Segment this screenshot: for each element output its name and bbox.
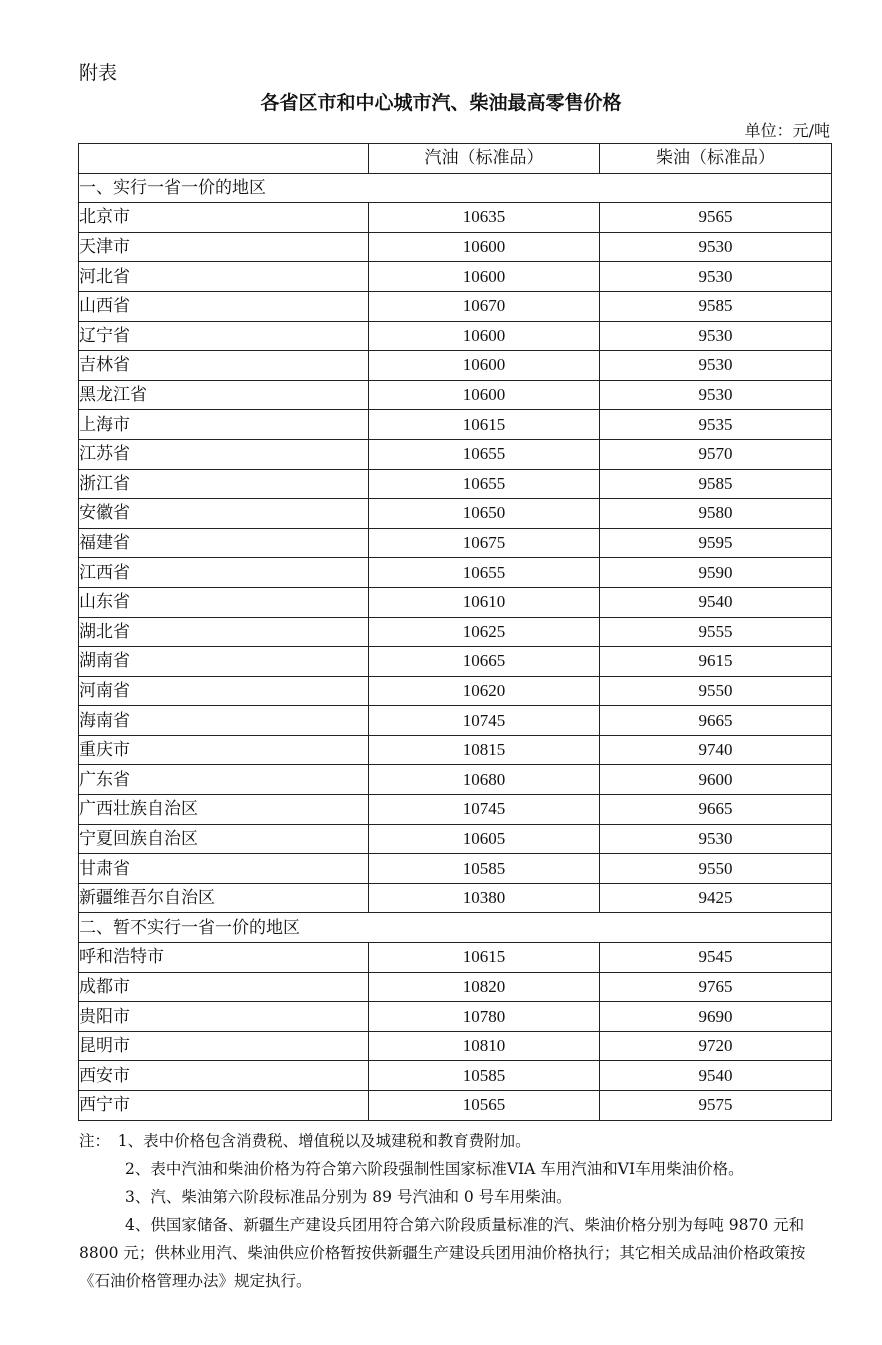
table-row [79, 587, 832, 617]
diesel-price-cell: 9530 [600, 824, 832, 854]
diesel-price-cell: 9565 [600, 203, 832, 233]
table-header-row [79, 144, 832, 174]
diesel-price-cell: 9590 [600, 558, 832, 588]
gasoline-price-cell: 10565 [369, 1091, 600, 1121]
table-row [79, 499, 832, 529]
header-region [79, 144, 369, 174]
table-row [79, 558, 832, 588]
section-row [79, 173, 832, 203]
region-cell: 福建省 [79, 528, 369, 558]
gasoline-price-cell: 10680 [369, 765, 600, 795]
diesel-price-cell: 9540 [600, 1061, 832, 1091]
table-row [79, 854, 832, 884]
region-cell: 海南省 [79, 706, 369, 736]
region-cell: 辽宁省 [79, 321, 369, 351]
diesel-price-cell: 9720 [600, 1031, 832, 1061]
gasoline-price-cell: 10810 [369, 1031, 600, 1061]
region-cell: 西宁市 [79, 1091, 369, 1121]
table-row [79, 1002, 832, 1032]
table-row [79, 232, 832, 262]
diesel-price-cell: 9425 [600, 883, 832, 913]
gasoline-price-cell: 10650 [369, 499, 600, 529]
region-cell: 湖南省 [79, 647, 369, 677]
region-cell: 安徽省 [79, 499, 369, 529]
region-cell: 湖北省 [79, 617, 369, 647]
gasoline-price-cell: 10745 [369, 706, 600, 736]
table-row [79, 883, 832, 913]
gasoline-price-cell: 10655 [369, 439, 600, 469]
diesel-price-cell: 9595 [600, 528, 832, 558]
diesel-price-cell: 9530 [600, 232, 832, 262]
unit-label: 单位：元/吨 [744, 121, 830, 140]
region-cell: 甘肃省 [79, 854, 369, 884]
note-4: 4、供国家储备、新疆生产建设兵团用符合第六阶段质量标准的汽、柴油价格分别为每吨 9870 元和 8800 元；供林业用汽、柴油供应价格暂按供新疆生产建设兵团用油价格执行；其它相关成品油价格政策按《石油价格管理办法》规定执行。 [79, 1216, 806, 1290]
diesel-price-cell: 9585 [600, 469, 832, 499]
region-cell: 广东省 [79, 765, 369, 795]
region-cell: 广西壮族自治区 [79, 795, 369, 825]
region-cell: 西安市 [79, 1061, 369, 1091]
diesel-price-cell: 9580 [600, 499, 832, 529]
region-cell: 河北省 [79, 262, 369, 292]
region-cell: 昆明市 [79, 1031, 369, 1061]
diesel-price-cell: 9530 [600, 351, 832, 381]
region-cell: 新疆维吾尔自治区 [79, 883, 369, 913]
note-1: 注： 1、表中价格包含消费税、增值税以及城建税和教育费附加。 [79, 1132, 531, 1150]
table-row [79, 203, 832, 233]
table-row [79, 291, 832, 321]
region-cell: 山东省 [79, 587, 369, 617]
table-row [79, 647, 832, 677]
table-row [79, 706, 832, 736]
gasoline-price-cell: 10600 [369, 321, 600, 351]
table-row [79, 1061, 832, 1091]
diesel-price-cell: 9575 [600, 1091, 832, 1121]
gasoline-price-cell: 10585 [369, 854, 600, 884]
gasoline-price-cell: 10745 [369, 795, 600, 825]
gasoline-price-cell: 10675 [369, 528, 600, 558]
gasoline-price-cell: 10625 [369, 617, 600, 647]
gasoline-price-cell: 10600 [369, 232, 600, 262]
document-title: 各省区市和中心城市汽、柴油最高零售价格 [260, 92, 622, 114]
price-table [78, 143, 832, 1121]
gasoline-price-cell: 10815 [369, 735, 600, 765]
diesel-price-cell: 9665 [600, 795, 832, 825]
gasoline-price-cell: 10620 [369, 676, 600, 706]
gasoline-price-cell: 10615 [369, 410, 600, 440]
table-row [79, 439, 832, 469]
diesel-price-cell: 9765 [600, 972, 832, 1002]
gasoline-price-cell: 10600 [369, 351, 600, 381]
region-cell: 河南省 [79, 676, 369, 706]
gasoline-price-cell: 10665 [369, 647, 600, 677]
region-cell: 天津市 [79, 232, 369, 262]
table-row [79, 795, 832, 825]
diesel-price-cell: 9550 [600, 854, 832, 884]
diesel-price-cell: 9740 [600, 735, 832, 765]
table-row [79, 351, 832, 381]
region-cell: 黑龙江省 [79, 380, 369, 410]
table-row [79, 528, 832, 558]
diesel-price-cell: 9530 [600, 321, 832, 351]
gasoline-price-cell: 10655 [369, 558, 600, 588]
table-row [79, 380, 832, 410]
gasoline-price-cell: 10820 [369, 972, 600, 1002]
table-row [79, 943, 832, 973]
gasoline-price-cell: 10780 [369, 1002, 600, 1032]
region-cell: 吉林省 [79, 351, 369, 381]
region-cell: 江苏省 [79, 439, 369, 469]
diesel-price-cell: 9530 [600, 262, 832, 292]
diesel-price-cell: 9550 [600, 676, 832, 706]
table-row [79, 469, 832, 499]
gasoline-price-cell: 10655 [369, 469, 600, 499]
note-2: 2、表中汽油和柴油价格为符合第六阶段强制性国家标准VIA 车用汽油和VI车用柴油价格。 [125, 1160, 744, 1178]
annex-label: 附表 [79, 62, 118, 84]
table-row [79, 1031, 832, 1061]
table-row [79, 262, 832, 292]
section-title: 一、实行一省一价的地区 [79, 173, 832, 203]
gasoline-price-cell: 10610 [369, 587, 600, 617]
gasoline-price-cell: 10380 [369, 883, 600, 913]
region-cell: 宁夏回族自治区 [79, 824, 369, 854]
table-row [79, 1091, 832, 1121]
diesel-price-cell: 9665 [600, 706, 832, 736]
diesel-price-cell: 9600 [600, 765, 832, 795]
table-row [79, 617, 832, 647]
region-cell: 北京市 [79, 203, 369, 233]
region-cell: 上海市 [79, 410, 369, 440]
notes [79, 1127, 831, 1295]
region-cell: 浙江省 [79, 469, 369, 499]
gasoline-price-cell: 10600 [369, 380, 600, 410]
diesel-price-cell: 9615 [600, 647, 832, 677]
section-title: 二、暂不实行一省一价的地区 [79, 913, 832, 943]
region-cell: 贵阳市 [79, 1002, 369, 1032]
region-cell: 呼和浩特市 [79, 943, 369, 973]
header-diesel: 柴油（标准品） [600, 144, 832, 174]
region-cell: 成都市 [79, 972, 369, 1002]
diesel-price-cell: 9530 [600, 380, 832, 410]
gasoline-price-cell: 10635 [369, 203, 600, 233]
diesel-price-cell: 9555 [600, 617, 832, 647]
table-row [79, 765, 832, 795]
note-3: 3、汽、柴油第六阶段标准品分别为 89 号汽油和 0 号车用柴油。 [125, 1188, 572, 1206]
diesel-price-cell: 9545 [600, 943, 832, 973]
header-gasoline: 汽油（标准品） [369, 144, 600, 174]
region-cell: 山西省 [79, 291, 369, 321]
table-body [79, 173, 832, 1120]
region-cell: 江西省 [79, 558, 369, 588]
gasoline-price-cell: 10615 [369, 943, 600, 973]
table-row [79, 321, 832, 351]
region-cell: 重庆市 [79, 735, 369, 765]
gasoline-price-cell: 10600 [369, 262, 600, 292]
table-row [79, 824, 832, 854]
gasoline-price-cell: 10670 [369, 291, 600, 321]
diesel-price-cell: 9690 [600, 1002, 832, 1032]
section-row [79, 913, 832, 943]
diesel-price-cell: 9585 [600, 291, 832, 321]
diesel-price-cell: 9570 [600, 439, 832, 469]
gasoline-price-cell: 10605 [369, 824, 600, 854]
gasoline-price-cell: 10585 [369, 1061, 600, 1091]
table-row [79, 676, 832, 706]
table-row [79, 735, 832, 765]
diesel-price-cell: 9540 [600, 587, 832, 617]
diesel-price-cell: 9535 [600, 410, 832, 440]
table-row [79, 972, 832, 1002]
table-row [79, 410, 832, 440]
